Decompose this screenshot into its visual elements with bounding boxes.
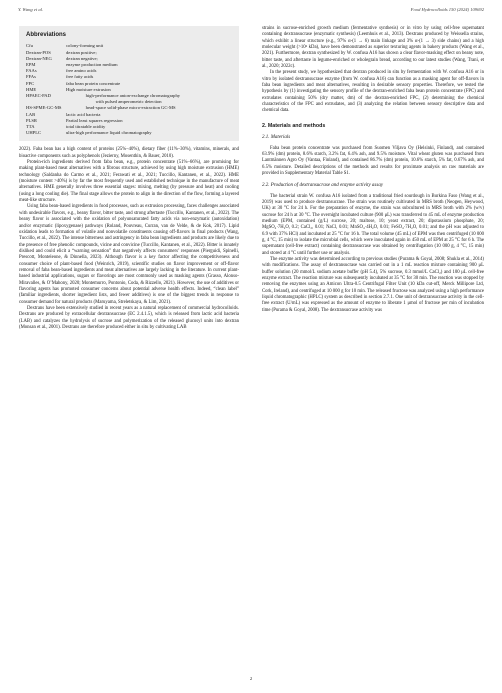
abbr-key: HS-SPME-GC-MS <box>26 105 62 111</box>
body-paragraph: The enzyme activity was determined according to previous studies (Purama & Goyal, 2008; Shukla et al., 2014) with modifications. The assay of dextransucrase was carried out in a 1 mL reaction mixture containing 900 μL buffer solution (20 mmol/L sodium acetate buffer (pH 5.4), 5% sucrose, 0.3 mmol/L CaCl₂) and 100 μL cell-free enzyme extract. The reaction mixture was subsequently incubated at 35 °C for 30 min. The reaction was stopped by removing the enzymes using an Amicon Ultra-0.5 Centrifugal Filter Unit (10 kDa cut-off, Merck Millipore Ltd, Cork, Ireland), and centrifuged at 10 000 g for 10 min. The released fructose was analyzed using a high performance liquid chromatographic (HPLC) system as described in section 2.7.1. One unit of dextransucrase activity in the cell-free extract (U/mL) was expressed as the amount of enzyme to liberate 1 μmol of fructose per min of incubation time (Purama & Goyal, 2008). The dextransucrase activity was <box>262 257 484 313</box>
abbreviations-table-2 <box>26 112 232 137</box>
abbr-value: ultra-high performance liquid chromatography <box>66 130 152 136</box>
section-heading: 2. Materials and methods <box>262 122 326 129</box>
body-paragraph: Using faba bean-based ingredients in food processes, such as extrusion processing, faces challenges associated with undesirable flavors, e.g., beany flavor, bitter taste, and strong aftertaste (Tuccillo, Kantanen, et al., 2022). The beany flavor is associated with the oxidation of polyunsaturated fatty acids via non-enzymatic (autoxidation) and/or enzymatic (lipoxygenase) pathways (Roland, Pouvreau, Curran, van de Velde, & de Kok, 2017). Lipid oxidation leads to formation of volatile and nonvolatile constituents causing off-flavors in final products (Wang, Tuccillo, et al., 2022). The intense bitterness and astringency in faba bean ingredients and products are likely due to the presence of free phenolic compounds, vicine and convicine (Tuccillo, Kantanen, et al., 2022). Bitter is innately disliked and could elicit a “warning sensation” that negatively affects consumers’ responses (Pierguidi, Spinelli, Prescott, Monteleone, & Dinnella, 2023). Although flavor is a key factor affecting the competitiveness and consumer choice of plant-based food (Weinrich, 2019), scientific studies on flavor improvement or off-flavor removal of faba bean-based ingredients and meat alternatives are largely lacking in the literature. In current plant-based industrial applications, sugars or flavorings are most commonly used as masking agents (Grasso, Alonso-Miravalles, & O’Mahony, 2020; Montemurro, Pontonio, Coda, & Rizzello, 2021). However, the use of additives or flavoring agents has promoted consumer concerns about potential adverse health effects. Indeed, “clean label” (familiar ingredients, shorter ingredient lists, and fewer additives) is one of the biggest trends in response to consumer demand for natural products (Maruyama, Streletskaya, & Lim, 2021). <box>19 204 239 305</box>
body-paragraph: Faba bean protein concentrate was purchased from Suomen Viljava Oy (Helsinki, Finland), and contained 63.9% (dm) protein, 8.6% starch, 3.2% fat, 6.4% ash, and 9.5% moisture. Vital wheat gluten was purchased from Lantmännen Agro Oy (Vantaa, Finland), and contained 86.7% (dm) protein, 10.6% starch, 5% fat, 0.67% ash, and 6.5% moisture. Detailed descriptions of the methods and results for proximate analysis on raw materials are provided in Supplementary Material Table S1. <box>262 145 484 176</box>
abbr-value: faba bean protein concentrate <box>66 80 121 86</box>
abbr-value: with pulsed amperometric detection <box>95 99 162 105</box>
abbreviations-title: Abbreviations <box>26 32 67 38</box>
body-paragraph: The bacterial strain W. confusa A16 isolated from a traditional fried sourdough in Burkina Faso (Wang et al., 2019) was used to produce dextransucrase. The strain was routinely cultivated in MRS broth (Neogen, Heywood, UK) at 30 °C for 24 h. For the preparation of enzyme, the strain was subcultured in MRS broth with 2% (w/v) sucrose for 24 h at 30 °C. The overnight incubated culture (900 μL) was transferred to 45 mL of enzyme production medium (EPM, contained (g/L) sucrose, 20; maltose, 10; yeast extract, 20; dipotassium phosphate, 20; MgSO₄·7H₂O, 0.2; CaCl₂, 0.01; NaCl, 0.01; MnSO₄·4H₂O, 0.01; FeSO₄·7H₂O, 0.01; and the pH was adjusted to 6.9 with 37% HCl) and incubated at 25 °C for 16 h. The total volume (45 mL) of EPM was then centrifuged (10 000 g, 4 °C, 15 min) to isolate the microbial cells, which were inoculated again in 450 mL of EPM at 25 °C for 6 h. The supernatant (cell-free extract) containing dextransucrase was obtained by centrifugation (10 000 g, 4 °C, 15 min) and stored at 4 °C until further use or analysis. <box>262 193 484 256</box>
header-journal: Food Hydrocolloids 150 (2024) 109692 <box>410 7 484 12</box>
abbr-key: LAB <box>26 111 36 117</box>
abbreviations-table-wide <box>26 93 232 112</box>
page-number: 2 <box>249 676 253 681</box>
abbr-value: enzyme production medium <box>66 61 118 67</box>
abbr-value: Partial least squares regression <box>66 117 123 123</box>
abbr-value: dextran positive; <box>66 49 97 55</box>
abbreviations-box <box>19 26 239 141</box>
abbr-value: free fatty acids <box>66 74 94 80</box>
abbr-key: FFAs <box>26 74 36 80</box>
abbr-key: UHPLC <box>26 130 42 136</box>
abbr-value: head-space solid-phase micro-extraction GC-MS <box>85 105 176 111</box>
abbr-value: colony-forming unit <box>66 43 104 49</box>
abbr-key: FAAs <box>26 68 37 74</box>
body-paragraph: Dextrans have been extensively studied in recent years as a natural replacement of commercial hydrocolloids. Dextrans are produced by extracellular dextransucrase (EC 2.4.1.5), which is released from lactic acid bacteria (LAB) and catalyzes the hydrolysis of sucrose and polymerization of the released glucosyl units into dextran (Monsan et al., 2001). Dextrans are therefore produced either in situ by cultivating LAB <box>19 305 239 331</box>
subsection-heading: 2.1. Materials <box>262 135 291 141</box>
abbr-row <box>26 130 232 136</box>
abbr-value: dextran negative; <box>66 55 98 61</box>
body-paragraph: strains in sucrose-enriched growth medium (fermentative synthesis) or in vitro by using cell-free supernatant containing dextransucrase (enzymatic synthesis) (Leemhuis et al., 2013). Dextrans produced by Weissella strains, which exhibit a linear structure (e.g., 97% α-(1 → 6) main linkage and 3% α-(1 → 3) side chains) and a high molecular weight (>10⁶ kDa), have been demonstrated as superior texturing agents in bakery products (Wang et al., 2021). Furthermore, dextran synthesized by W. confusa A16 has shown a clear flavor-masking effect on beany note, bitter taste, and aftertaste in legume-enriched or wholegrain bread, according to our latest studies (Wang, Trani, et al., 2020; 2022c). <box>262 26 484 70</box>
abbr-key: HME <box>26 86 37 92</box>
abbr-value: high-performance anion-exchange chromatography <box>85 92 181 98</box>
abbr-value: free amino acids <box>66 68 97 74</box>
body-paragraph: 2022). Faba bean has a high content of proteins (25%–40%), dietary fiber (11%–30%), vitamins, minerals, and bioactive components such as polyphenols (Jezierny, Mosenthin, & Bauer, 2010). <box>19 147 239 159</box>
abbr-key: HPAEC-PAD <box>26 92 51 98</box>
subsection-heading: 2.2. Production of dextransucrase and enzyme activity assay <box>262 183 384 189</box>
abbr-value: lactic acid bacteria <box>66 111 101 117</box>
abbr-key: Dextran-NEG <box>26 55 52 61</box>
abbr-key: EPM <box>26 61 36 67</box>
abbr-value: High moisture extrusion <box>66 86 111 92</box>
header-authors: Y. Wang et al. <box>18 7 44 12</box>
abbr-key: TTA <box>26 123 35 129</box>
body-paragraph: Protein-rich ingredients derived from faba bean, e.g., protein concentrate (51%–66%), are promising for making plant-based meat alternatives with a fibrous structure, achieved by using high moisture extrusion (HME) technology (Saldanha do Carmo et al., 2021; Ferawati et al., 2021; Tuccillo, Kantanen, et al., 2022). HME (moisture content >40%) is by far the most frequently used and established technique in the manufacture of meat alternatives. HME generally involves three essential stages: mixing, melting (by pressure and heat) and cooling (using a long cooling die). The final stage allows the protein to align in the direction of the flow, forming a layered meat-like structure. <box>19 160 239 204</box>
abbr-key: FPC <box>26 80 35 86</box>
body-paragraph: In the present study, we hypothesized that dextran produced in situ by fermentation with W. confusa A16 or in vitro by isolated dextransucrase enzyme (from W. confusa A16) can function as a masking agent for off-flavors in faba bean ingredients and meat alternatives, resulting in desirable sensory properties. Therefore, we tested the hypothesis by (1) investigating the sensory profile of the dextran-enriched faba bean protein concentrate (FPC) and extrudates containing 50% (dry matter, dm) of the dextran-enriched FPC, (2) determining the chemical characteristics of the FPC and extrudates, and (3) analyzing the relation between sensory descriptive data and chemical data. <box>262 70 484 114</box>
running-header <box>18 7 484 17</box>
abbr-key: Cfu <box>26 43 33 49</box>
abbr-key: Dextran-POS <box>26 49 51 55</box>
left-column <box>19 26 239 331</box>
abbr-key: PLSR <box>26 117 37 123</box>
abbreviations-table <box>26 43 232 93</box>
abbr-value: total titratable acidity <box>66 123 106 129</box>
right-column <box>262 26 484 314</box>
